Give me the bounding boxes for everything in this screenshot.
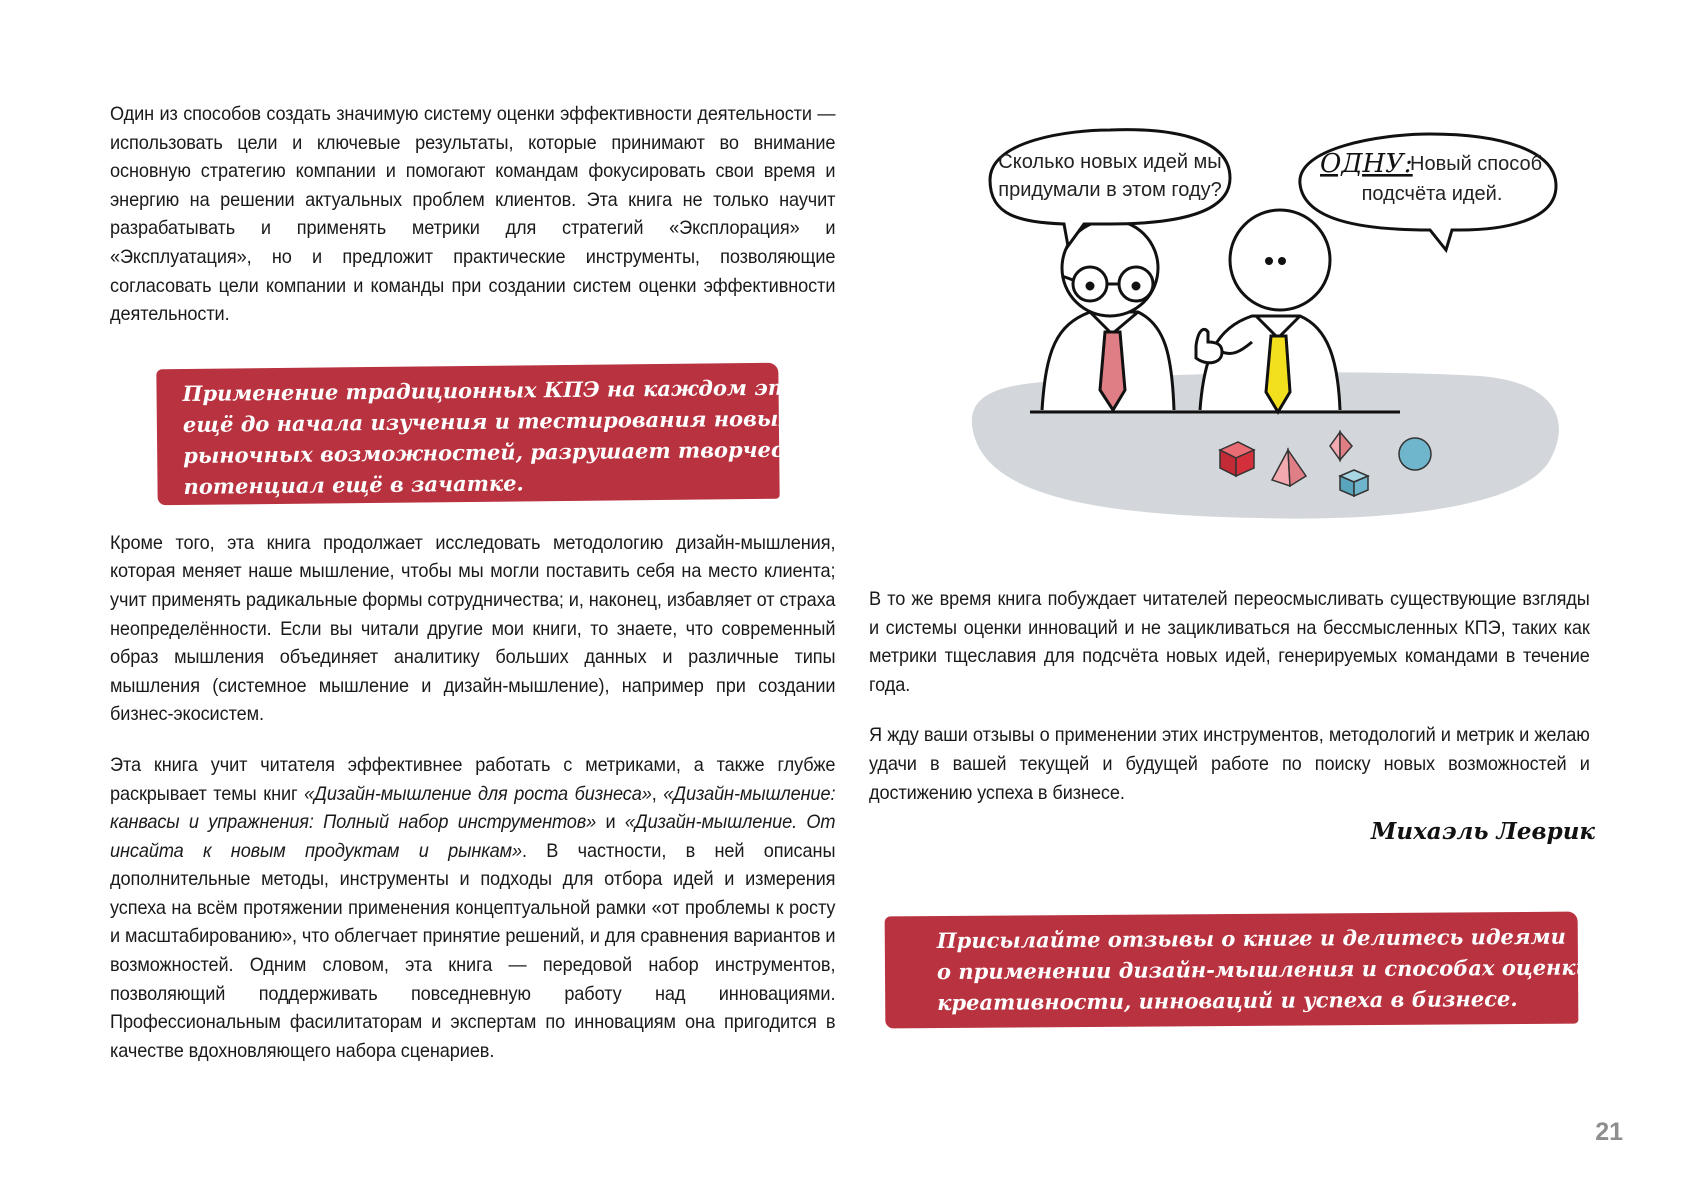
pointing-hand [1196,329,1222,362]
book-title-3: «Дизайн-мышление. От инсайта к новым продуктам и рынкам» [110,811,836,862]
pink-tie [1100,332,1125,410]
quote1-line: рыночных возможностей, разрушает творческий [183,436,829,468]
paragraph-books [110,751,835,1066]
paragraph-design-thinking: Кроме того, эта книга продолжает исследовать методологию дизайн-мышления, которая меняет наше мышление, чтобы мы могли поставить себя на место клиента; учит применять радикальные формы сотрудничества; и, наконец, избавляет от страха неопределённости. Если вы читали другие мои книги, то знаете, что современный образ мышления объединяет аналитику больших данных и различные типы мышления (системное мышление и дизайн-мышление), например при создании бизнес-экосистем. [110,531,836,726]
pull-quote-kpi [156,363,840,506]
yellow-tie [1266,336,1290,412]
bubble-answer-line1: Новый способ [1410,153,1543,175]
eye-dot [1267,259,1272,264]
author-signature: Михаэль Леврик [1370,818,1595,845]
character-right [1196,210,1340,412]
quote2-line: креативности, инноваций и успеха в бизнесе. [937,986,1518,1016]
bubble-question-line2: придумали в этом году? [998,179,1222,201]
book-title-1: «Дизайн-мышление для роста бизнеса» [304,782,652,805]
quote1-line: ещё до начала изучения и тестирования новых [182,405,791,437]
illustration-two-characters [960,120,1580,540]
red-cube-icon [1220,442,1254,476]
right-column [869,585,1594,829]
left-column [110,100,840,1087]
speech-bubble-answer [1300,134,1556,250]
bubble-answer-emphasis: ОДНУ: [1320,149,1413,179]
paragraph-feedback: Я жду ваши отзывы о применении этих инструментов, методологий и метрик и желаю удачи в вашей текущей и будущей работе по поиску новых возможностей и достижению успеха в бизнесе. [869,724,1590,804]
quote1-line: потенциал ещё в зачатке. [183,470,524,499]
paragraph-okr-intro: Один из способов создать значимую систему оценки эффективности деятельности — использовать цели и ключевые результаты, которые принимают во внимание основную стратегию компании и помогают командам фокусировать свои время и энергию на решении актуальных проблем клиентов. Эта книга не только научит разрабатывать и применять метрики для стратегий «Эксплорация» и «Эксплуатация», но и предложит практические инструменты, позволяющие согласовать цели компании и команды при создании систем оценки эффективности деятельности. [110,103,836,326]
character-left [1042,220,1174,410]
quote2-line: о применении дизайн-мышления и способах оценки [936,954,1591,985]
quote1-line: Применение традиционных КПЭ на каждом этапе, [182,374,840,406]
quote2-line: Присылайте отзывы о книге и делитесь идеями [936,923,1566,954]
eye-left [1087,283,1093,289]
eye-right [1133,283,1139,289]
book-separator-1: , [651,782,664,805]
bubble-question-line1: Сколько новых идей мы [998,151,1222,173]
eye-dot [1280,259,1285,264]
blue-cube-icon [1340,470,1368,496]
paragraph-rethink-metrics: В то же время книга побуждает читателей переосмысливать существующие взгляды и системы оценки инноваций и не зацикливаться на бессмысленных КПЭ, таких как метрики тщеславия для подсчёта новых идей, генерируемых командами в течение года. [869,588,1590,696]
page-number: 21 [1595,1118,1623,1146]
paragraph-books-part2: . В частности, в ней описаны дополнительные методы, инструменты и подходы для отбора идей и измерения успеха на всём протяжении применения концептуальной рамки «от проблемы к росту и масштабированию», что облегчает принятие решений, и для сравнения вариантов и возможностей. Одним словом, эта книга — передовой набор инструментов, позволяющий поддерживать повседневную работу над инновациями. Профессиональным фасилитаторам и экспертам по инновациям она пригодится в качестве вдохновляющего набора сценариев. [110,839,836,1062]
paragraph-books-part1: Эта книга учит читателя эффективнее работать с метриками, а также глубже раскрывает темы книг [110,753,836,805]
bubble-answer-line2: подсчёта идей. [1361,183,1503,205]
book-title-2: «Дизайн-мышление: канвасы и упражнения: Полный набор инструментов» [110,782,836,834]
blue-sphere-icon [1399,438,1431,470]
pull-quote-feedback [885,912,1591,1029]
book-separator-2: и [596,811,625,834]
